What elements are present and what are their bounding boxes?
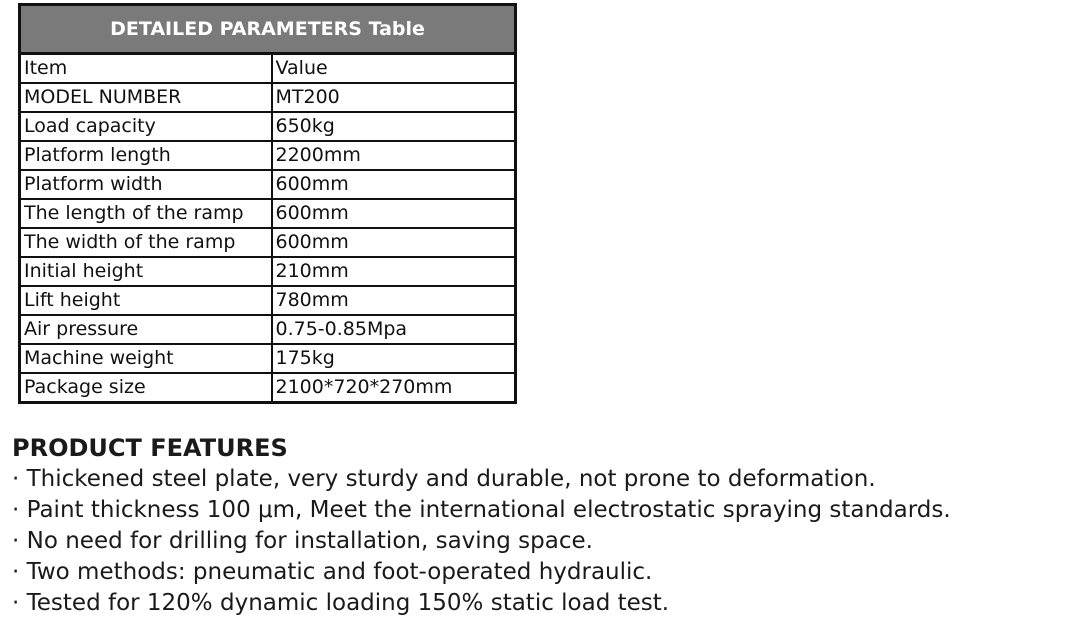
table-row [20, 344, 516, 373]
row-item: Air pressure [20, 315, 272, 344]
table-row [20, 112, 516, 141]
row-item: Machine weight [20, 344, 272, 373]
feature-item: · No need for drilling for installation, saving space. [12, 528, 593, 554]
row-value: 2200mm [272, 141, 516, 170]
row-value: MT200 [272, 83, 516, 112]
feature-item: · Paint thickness 100 μm, Meet the international electrostatic spraying standards. [12, 497, 951, 523]
feature-item: · Thickened steel plate, very sturdy and durable, not prone to deformation. [12, 466, 876, 492]
features-title: PRODUCT FEATURES [12, 434, 288, 462]
feature-list [12, 464, 1062, 619]
column-header-value: Value [272, 54, 516, 84]
table-row [20, 170, 516, 199]
row-item: Lift height [20, 286, 272, 315]
row-value: 2100*720*270mm [272, 373, 516, 403]
row-item: MODEL NUMBER [20, 83, 272, 112]
row-item: Platform width [20, 170, 272, 199]
table-row [20, 315, 516, 344]
row-item: Package size [20, 373, 272, 403]
table-title: DETAILED PARAMETERS Table [20, 5, 516, 54]
table-title-row [20, 5, 516, 54]
row-item: Load capacity [20, 112, 272, 141]
table-row [20, 83, 516, 112]
table-row [20, 373, 516, 403]
feature-item: · Tested for 120% dynamic loading 150% static load test. [12, 590, 670, 616]
row-value: 210mm [272, 257, 516, 286]
table-row [20, 199, 516, 228]
table-header-row [20, 54, 516, 84]
column-header-item: Item [20, 54, 272, 84]
row-item: The length of the ramp [20, 199, 272, 228]
row-item: Initial height [20, 257, 272, 286]
row-value: 175kg [272, 344, 516, 373]
product-features-section [12, 432, 1062, 619]
feature-item: · Two methods: pneumatic and foot-operated hydraulic. [12, 559, 653, 585]
row-item: The width of the ramp [20, 228, 272, 257]
row-value: 780mm [272, 286, 516, 315]
parameters-table [18, 3, 517, 404]
row-value: 600mm [272, 170, 516, 199]
row-value: 600mm [272, 199, 516, 228]
table-row [20, 141, 516, 170]
row-item: Platform length [20, 141, 272, 170]
table-row [20, 286, 516, 315]
table-row [20, 228, 516, 257]
row-value: 0.75-0.85Mpa [272, 315, 516, 344]
row-value: 600mm [272, 228, 516, 257]
row-value: 650kg [272, 112, 516, 141]
table-row [20, 257, 516, 286]
